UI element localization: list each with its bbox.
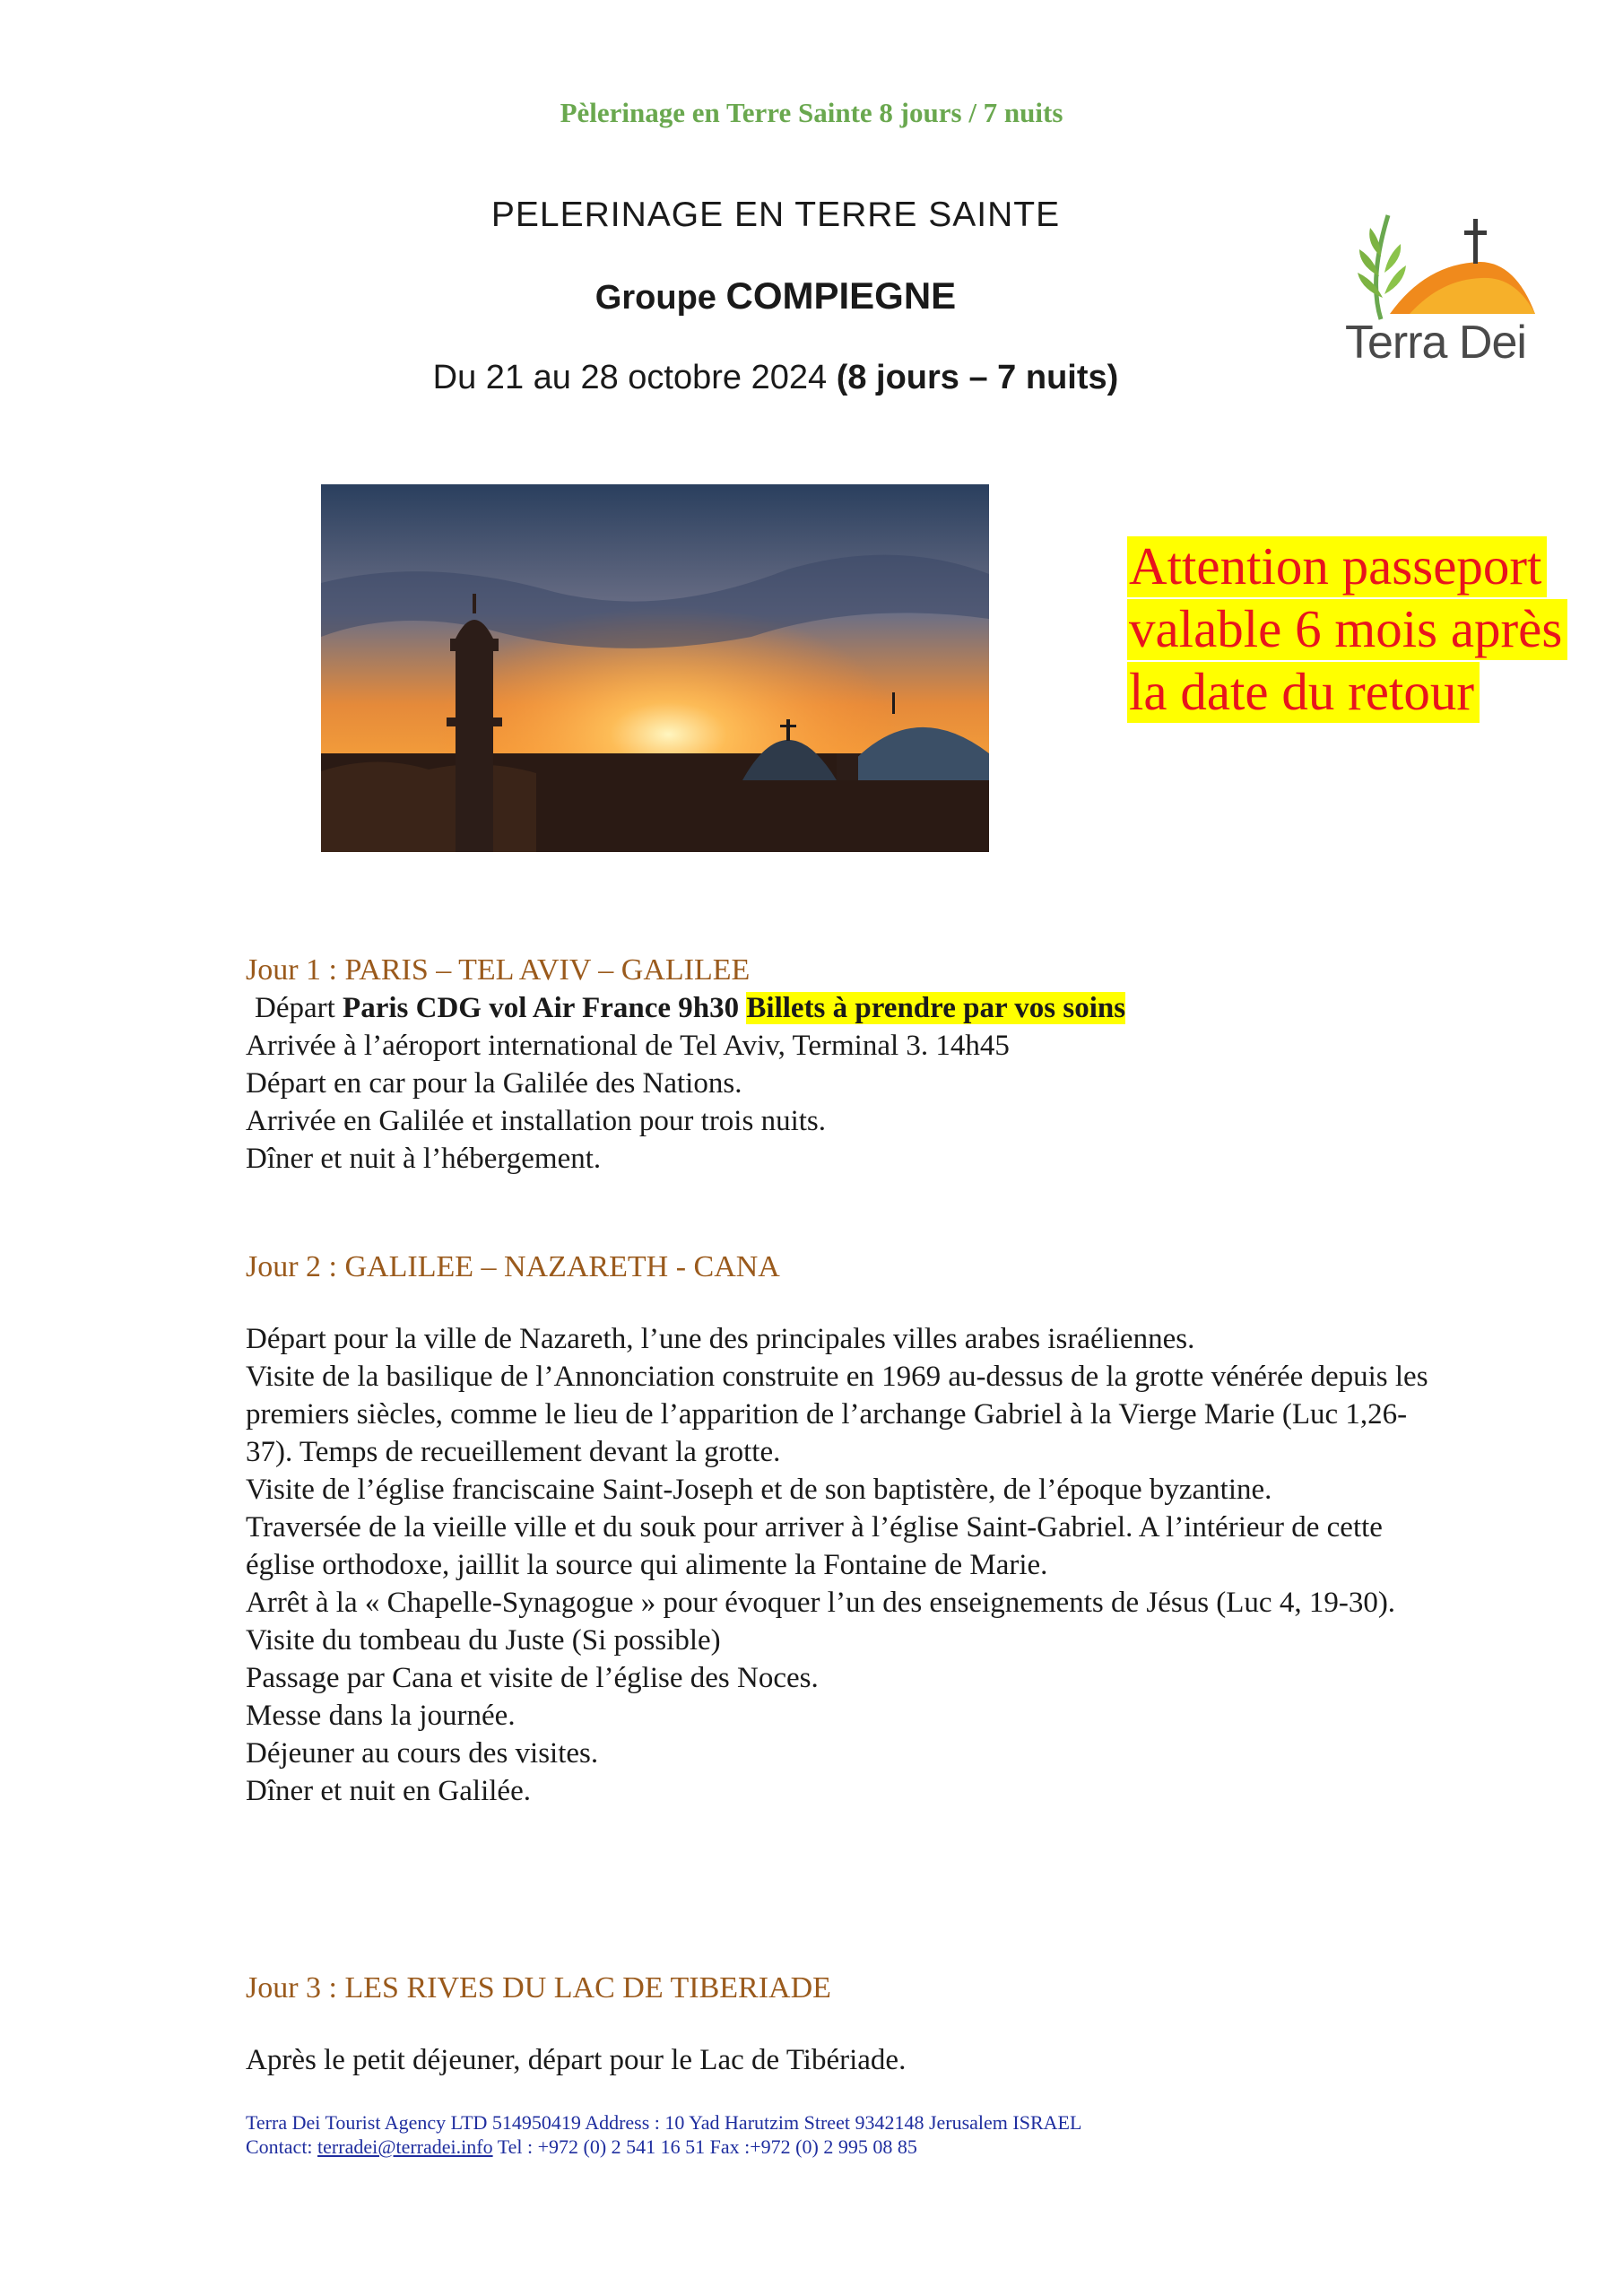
day-2-paragraph: Arrêt à la « Chapelle-Synagogue » pour évoquer l’un des enseignements de Jésus (Luc 4, 19-30). [246,1587,1396,1619]
notice-line-2: valable 6 mois après [1127,599,1567,660]
day-2-paragraph: Visite de l’église franciscaine Saint-Joseph et de son baptistère, de l’époque byzantine. [246,1474,1272,1506]
day-2-body [246,1320,1429,1810]
departure-flight: Paris CDG vol Air France 9h30 [343,992,747,1024]
title-duration: (8 jours – 7 nuits) [836,359,1119,396]
day-2-paragraph: Messe dans la journée. [246,1700,516,1732]
footer-email-link[interactable]: terradei@terradei.info [317,2135,493,2158]
running-header: Pèlerinage en Terre Sainte 8 jours / 7 nuits [560,97,1063,128]
title-dates: Du 21 au 28 octobre 2024 [432,359,837,396]
title-line-1: PELERINAGE EN TERRE SAINTE [490,196,1061,234]
footer [246,2110,1081,2159]
day-1-section [246,952,1429,1178]
tickets-highlight: Billets à prendre par vos soins [746,992,1126,1024]
departure-prefix: Départ [255,992,343,1024]
day-1-title: Jour 1 : PARIS – TEL AVIV – GALILEE [246,953,751,987]
passport-notice [1127,535,1593,723]
day-3-title: Jour 3 : LES RIVES DU LAC DE TIBERIADE [246,1971,831,2005]
day-1-line: Dîner et nuit à l’hébergement. [246,1143,602,1175]
notice-line-1: Attention passeport [1127,536,1547,597]
footer-contact [246,2135,1081,2159]
day-1-line: Arrivée en Galilée et installation pour trois nuits. [246,1105,826,1137]
day-2-paragraph: Dîner et nuit en Galilée. [246,1775,531,1807]
day-2-title: Jour 2 : GALILEE – NAZARETH - CANA [246,1250,780,1283]
day-1-line: Départ en car pour la Galilée des Nations. [246,1067,742,1100]
title-group-prefix: Groupe [595,279,726,317]
day-1-departure [246,989,1429,1027]
day-2-paragraph: Traversée de la vieille ville et du souk pour arriver à l’église Saint-Gabriel. A l’intérieur de cette église orthodoxe, jaillit la source qui alimente la Fontaine de Marie. [246,1511,1383,1581]
terra-dei-logo [1327,208,1542,378]
footer-contact-label: Contact: [246,2135,318,2158]
jerusalem-sunset-photo [321,484,989,852]
footer-address: Terra Dei Tourist Agency LTD 514950419 Address : 10 Yad Harutzim Street 9342148 Jerusalem ISRAEL [246,2111,1082,2134]
footer-phone-fax: Tel : +972 (0) 2 541 16 51 Fax :+972 (0) 2 995 08 85 [492,2135,917,2158]
logo-text: Terra Dei [1345,317,1526,369]
day-3-paragraph: Après le petit déjeuner, départ pour le Lac de Tibériade. [246,2044,907,2076]
day-2-paragraph: Déjeuner au cours des visites. [246,1737,599,1770]
day-3-body [246,2041,1429,2079]
day-2-paragraph: Visite de la basilique de l’Annonciation construite en 1969 au-dessus de la grotte vénérée depuis les premiers siècles, comme le lieu de l’apparition de l’archange Gabriel à la Vierge Marie (Luc 1,26-37). Temps de recueillement devant la grotte. [246,1361,1428,1468]
day-1-line: Arrivée à l’aéroport international de Tel Aviv, Terminal 3. 14h45 [246,1030,1010,1062]
notice-line-3: la date du retour [1127,662,1480,723]
title-group-name: COMPIEGNE [725,274,957,317]
day-2-paragraph: Passage par Cana et visite de l’église des Noces. [246,1662,819,1694]
title-line-3 [0,359,1551,397]
day-2-paragraph: Visite du tombeau du Juste (Si possible) [246,1624,721,1657]
logo-mark-icon [1327,208,1542,325]
title-line-2 [0,274,1551,317]
day-2-paragraph: Départ pour la ville de Nazareth, l’une des principales villes arabes israéliennes. [246,1323,1195,1355]
